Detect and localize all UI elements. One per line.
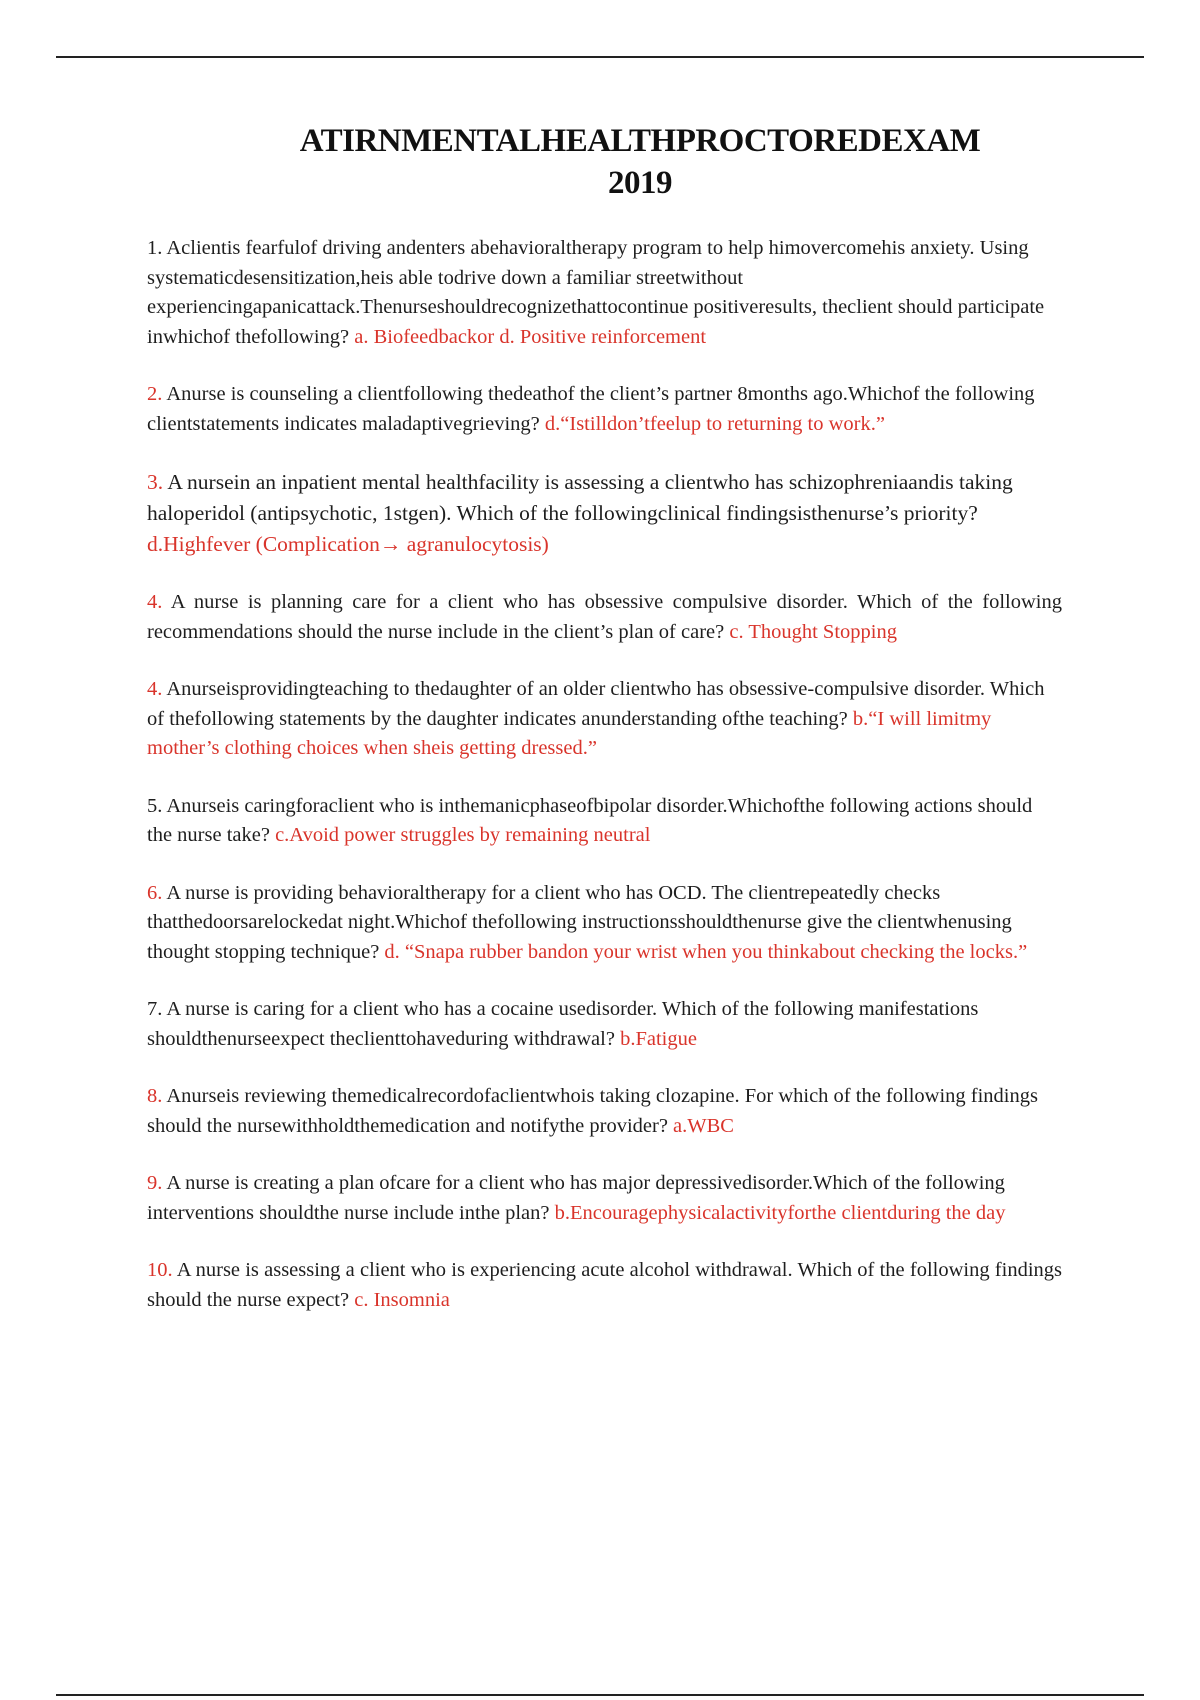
question-answer: d.“Istilldon’tfeelup to returning to work.” [544, 412, 885, 435]
question-4b [147, 675, 1062, 764]
question-3 [147, 467, 1062, 560]
question-number: 1. [147, 237, 163, 259]
top-rule [56, 56, 1144, 58]
bottom-rule [56, 1694, 1144, 1696]
title-line-2: 2019 [608, 165, 672, 201]
question-answer: c.Avoid power struggles by remaining neutral [275, 824, 651, 846]
question-answer: d. “Snapa rubber bandon your wrist when you thinkabout checking the locks.” [384, 940, 1028, 963]
question-1 [147, 234, 1062, 352]
question-number: 9. [147, 1172, 163, 1194]
question-text: Anurseisprovidingteaching to thedaughter of an older clientwho has obsessive-compulsive disorder. Which of thefollowing statements by the daughter indicates anunderstanding ofthe teaching? [147, 678, 1045, 730]
question-number: 4. [147, 591, 163, 613]
question-answer: b.“I will limitmy mother’s clothing choices when sheis getting dressed.” [147, 707, 992, 759]
question-answer: a. Biofeedbackor d. Positive reinforcement [354, 325, 707, 348]
question-9 [147, 1169, 1062, 1228]
question-number: 2. [147, 383, 163, 405]
question-text: A nursein an inpatient mental healthfacility is assessing a clientwho has schizophreniaandis taking haloperidol (antipsychotic, 1stgen). Which of the followingclinical findingsisthenurse’s priority? [147, 470, 1013, 525]
question-answer: d.Highfever (Complication→ agranulocytosis) [147, 532, 549, 556]
question-answer: c. Thought Stopping [729, 620, 897, 643]
question-answer: a.WBC [673, 1114, 734, 1137]
question-4a [147, 588, 1062, 647]
question-10 [147, 1256, 1062, 1315]
title-line-1: ATIRNMENTALHEALTHPROCTOREDEXAM [299, 123, 981, 159]
question-text: A nurse is assessing a client who is experiencing acute alcohol withdrawal. Which of the following findings should the nurse expect? [147, 1259, 1062, 1311]
question-answer: b.Fatigue [620, 1027, 697, 1050]
question-7 [147, 995, 1062, 1054]
question-5 [147, 792, 1062, 851]
question-number: 7. [147, 998, 163, 1020]
question-text: Anurseis caringforaclient who is inthemanicphaseofbipolar disorder.Whichofthe following actions should the nurse take? [147, 794, 1033, 846]
question-list [147, 234, 1062, 1343]
question-answer: c. Insomnia [354, 1288, 450, 1311]
question-6 [147, 879, 1062, 968]
question-number: 6. [147, 881, 163, 904]
question-number: 5. [147, 794, 163, 817]
question-text: A nurse is providing behavioraltherapy for a client who has OCD. The clientrepeatedly checks thatthedoorsarelockedat night.Whichof thefollowing instructionsshouldthenurse give the clientwhenusing thought stopping technique? [147, 881, 1012, 963]
question-text: Aclientis fearfulof driving andenters abehavioraltherapy program to help himovercomehis anxiety. Using systematicdesensitization,heis able todrive down a familiar streetwithout experiencingapanicattack.Thenurseshouldrecognizethattocontinue positiveresults, theclient should participate inwhichof thefollowing? [147, 237, 1045, 348]
question-text: Anurse is counseling a clientfollowing thedeathof the client’s partner 8months ago.Whichof the following clientstatements indicates maladaptivegrieving? [147, 383, 1035, 435]
question-number: 8. [147, 1085, 163, 1107]
question-text: Anurseis reviewing themedicalrecordofaclientwhois taking clozapine. For which of the following findings should the nursewithholdthemedication and notifythe provider? [147, 1085, 1038, 1137]
question-number: 10. [147, 1259, 173, 1281]
question-2 [147, 380, 1062, 439]
question-number: 4. [147, 678, 163, 700]
question-answer: b.Encouragephysicalactivityforthe clientduring the day [554, 1201, 1006, 1224]
question-text: A nurse is caring for a client who has a cocaine usedisorder. Which of the following manifestations shouldthenurseexpect theclienttohaveduring withdrawal? [147, 998, 979, 1050]
question-text: A nurse is creating a plan ofcare for a client who has major depressivedisorder.Which of the following interventions shouldthe nurse include inthe plan? [147, 1172, 1005, 1224]
document-title [180, 120, 1100, 204]
question-number: 3. [147, 470, 164, 494]
question-8 [147, 1082, 1062, 1141]
question-text: A nurse is planning care for a client who has obsessive compulsive disorder. Which of the following recommendations should the nurse include in the client’s plan of care? [147, 591, 1062, 643]
